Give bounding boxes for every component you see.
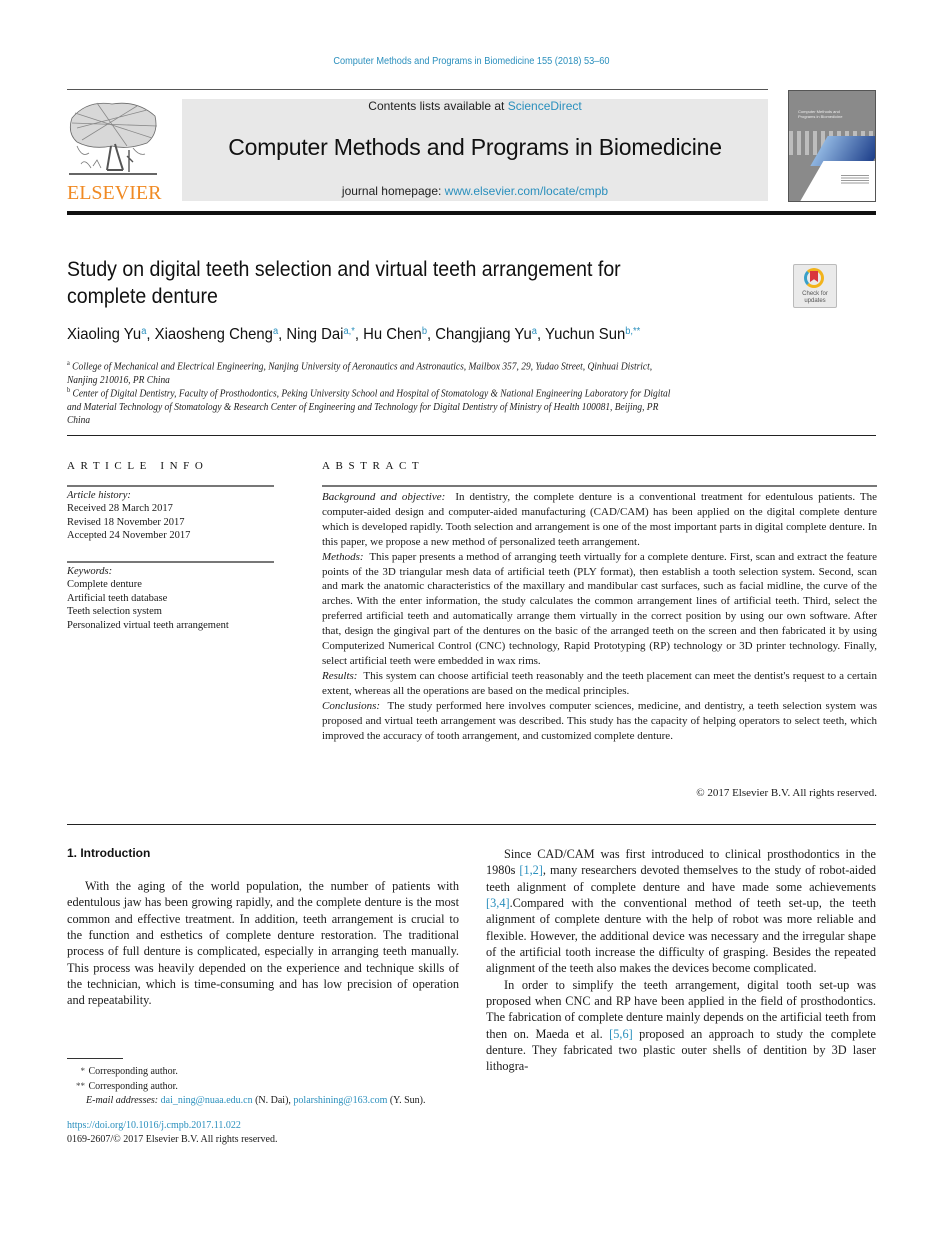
cover-fine-print bbox=[841, 175, 869, 185]
abstract-results: Results: This system can choose artificial teeth reasonably and the teeth placement can meet the dentist's request to a certain extent, whereas all the operations are based on the medical principles. bbox=[322, 669, 877, 697]
homepage-link[interactable]: www.elsevier.com/locate/cmpb bbox=[444, 184, 609, 198]
abstract-conclusions: Conclusions: The study performed here involves computer sciences, medicine, and dentistry, a teeth selection system was proposed and virtual teeth arrangement was described. This study has the capacity of helping operators to select teeth, which improved the accuracy of tooth arrangement, and customized complete denture. bbox=[322, 699, 877, 742]
homepage-prefix: journal homepage: bbox=[341, 184, 445, 198]
author-affiliation-mark[interactable]: a bbox=[531, 326, 537, 337]
abstract-heading: ABSTRACT bbox=[322, 460, 425, 472]
footnote-rule bbox=[67, 1058, 123, 1059]
cover-title: Computer Methods and Programs in Biomedicine bbox=[798, 109, 843, 119]
contents-prefix: Contents lists available at bbox=[368, 99, 508, 113]
journal-title: Computer Methods and Programs in Biomedicine bbox=[228, 134, 722, 160]
author[interactable]: Ning Dai bbox=[286, 326, 344, 343]
doi-link[interactable]: https://doi.org/10.1016/j.cmpb.2017.11.022 bbox=[67, 1120, 241, 1131]
contents-line bbox=[182, 99, 768, 113]
article-info-rule bbox=[67, 485, 274, 487]
keyword[interactable]: Artificial teeth database bbox=[67, 592, 168, 604]
abstract-methods: Methods: This paper presents a method of arranging teeth virtually for a complete denture. First, scan and extract the feature points of the 3D triangular mesh data of artificial teeth (PLY format), then establish a tooth selection system. Second, scan and mark the anatomic characteristics of the maxillary and mandibular cast surfaces, such as facial midline, the curve of the arches. With the enter information, the study calculates the common arrangement lines of artificial teeth. Third, select the preferred artificial teeth and automatically arrange them virtually in the correct position by using our own software. After that, design the gingival part of the dentures on the basic of the arranged teeth on the screen and then fabricated it by using Computerized Numerical Control (CNC) technology, Rapid Prototyping (RP) technology or 3D printer technology. Finally, select artificial teeth were embedded in wax rims. bbox=[322, 550, 877, 667]
author-affiliation-mark[interactable]: a bbox=[141, 326, 147, 337]
keyword[interactable]: Complete denture bbox=[67, 579, 142, 591]
author-affiliation-mark[interactable]: a bbox=[272, 326, 279, 337]
author-list: Xiaoling Yu$^a$, Xiaosheng Cheng$^a$, Ning Dai$^{a,*}$, Hu Chen$^b$, Changjiang Yu$^a$, Yuchun Sun$^{b,**}$ bbox=[67, 326, 641, 343]
masthead-top-rule bbox=[67, 89, 768, 90]
abstract-body bbox=[322, 490, 877, 743]
footnotes: * Corresponding author. ** Corresponding author. E-mail addresses: dai_ning@nuaa.edu.cn (N. Dai), polarshining@163.com (Y. Sun). bbox=[76, 1066, 426, 1106]
author[interactable]: Hu Chen bbox=[363, 326, 422, 343]
email-link[interactable]: dai_ning@nuaa.edu.cn bbox=[160, 1095, 253, 1106]
author-affiliation-mark[interactable]: a,* bbox=[343, 326, 355, 337]
keyword[interactable]: Personalized virtual teeth arrangement bbox=[67, 619, 229, 631]
abstract-copyright: © 2017 Elsevier B.V. All rights reserved. bbox=[696, 787, 877, 799]
abstract-background: Background and objective: In dentistry, the complete denture is a conventional treatment for edentulous patients. The computer-aided design and computer-aided manufacturing (CAD/CAM) has been applied on the digital complete denture which is developed rapidly. Tooth selection and arrangement is one of the most important parts in digital complete denture. In this paper, we propose a new method of personalized teeth arrangement. bbox=[322, 491, 878, 548]
keywords-rule bbox=[67, 561, 274, 563]
body-right-column bbox=[486, 846, 876, 1075]
article-info-heading: ARTICLE INFO bbox=[67, 460, 209, 472]
section-heading-introduction: 1. Introduction bbox=[67, 846, 151, 860]
issn-line: 0169-2607/© 2017 Elsevier B.V. All rights reserved. bbox=[67, 1133, 278, 1145]
journal-cover-thumbnail[interactable] bbox=[788, 90, 876, 202]
running-head[interactable]: Computer Methods and Programs in Biomedicine 155 (2018) 53–60 bbox=[333, 56, 610, 67]
abstract-bottom-divider bbox=[67, 824, 876, 825]
author[interactable]: Changjiang Yu bbox=[435, 326, 532, 343]
check-for-updates-button[interactable] bbox=[793, 264, 837, 308]
keyword[interactable]: Teeth selection system bbox=[67, 606, 162, 618]
abstract-rule bbox=[322, 485, 877, 487]
paper-title: Study on digital teeth selection and virtual teeth arrangement for complete denture bbox=[67, 258, 621, 308]
elsevier-wordmark: ELSEVIER bbox=[67, 182, 162, 204]
author-affiliation-mark[interactable]: b,** bbox=[625, 326, 641, 337]
keywords-list: Keywords: Complete denture Artificial teeth database Teeth selection system Personalized virtual teeth arrangement bbox=[67, 566, 229, 631]
paragraph: In order to simplify the teeth arrangement, digital tooth set-up was proposed when CNC and RP have been applied in the field of prosthodontics. The fabrication of complete denture mainly depends on the artificial teeth from then on. Maeda et al. [5,6] proposed an approach to study the complete denture. They fabricated two plastic outer shells of dentition by 3D laser lithogra- bbox=[486, 977, 876, 1074]
check-updates-label: Check for updates bbox=[802, 291, 828, 304]
author[interactable]: Yuchun Sun bbox=[544, 326, 626, 343]
article-history: Article history: Received 28 March 2017 Revised 18 November 2017 Accepted 24 November 2017 bbox=[67, 490, 191, 542]
body-left-column bbox=[67, 878, 459, 1009]
paragraph: With the aging of the world population, the number of patients with edentulous jaw has been growing rapidly, and the complete denture is the most common and effective treatment. In addition, teeth arrangement is crucial to the function and esthetics of complete denture restoration. The traditional process of full denture is complicated, especially in arranging teeth manually. This process was heavily depended on the experience and technique skills of the technician, which is time-consuming and has low precision of operation and repeatability. bbox=[67, 879, 459, 1008]
header-divider bbox=[67, 435, 876, 436]
author[interactable]: Xiaoling Yu bbox=[67, 326, 142, 343]
paragraph: Since CAD/CAM was first introduced to clinical prosthodontics in the 1980s [1,2], many researchers devoted themselves to the study of robot-aided teeth alignment of complete denture and have made some achievements [3,4].Compared with the conventional method of teeth set-up, the teeth alignment of complete denture with the help of robot was more reliable and flexible. However, the additional device was necessary and the irregular shape of the artificial tooth increase the difficulty of grasping. Besides the repeated alignment of the teeth also makes the devices become complicated. bbox=[486, 847, 876, 976]
sciencedirect-link[interactable]: ScienceDirect bbox=[507, 99, 582, 113]
citation-link[interactable]: [3,4] bbox=[486, 896, 510, 911]
citation-link[interactable]: [1,2] bbox=[519, 863, 543, 878]
author[interactable]: Xiaosheng Cheng bbox=[154, 326, 273, 343]
affiliation-b: $^b$ Center of Digital Dentistry, Faculty of Prosthodontics, Peking University School and Hospital of Stomatology & National Engineering Laboratory for Digital and Material Technology of Stomatology & Research Center of Engineering and Technology for Digital Dentistry of Ministry of Health 100081, Beijing, PR China bbox=[67, 386, 671, 427]
affiliation-a: $^a$ College of Mechanical and Electrical Engineering, Nanjing University of Aeronautics and Astronautics, Mailbox 357, 29, Yudao Street, Qinhuai District, Nanjing 210016, PR China bbox=[67, 359, 653, 386]
author-affiliation-mark[interactable]: b bbox=[421, 326, 428, 337]
journal-homepage-line bbox=[182, 184, 768, 198]
citation-link[interactable]: [5,6] bbox=[609, 1026, 633, 1041]
email-link[interactable]: polarshining@163.com bbox=[293, 1095, 388, 1106]
masthead-bottom-rule bbox=[67, 211, 876, 215]
doi-block bbox=[67, 1119, 277, 1146]
